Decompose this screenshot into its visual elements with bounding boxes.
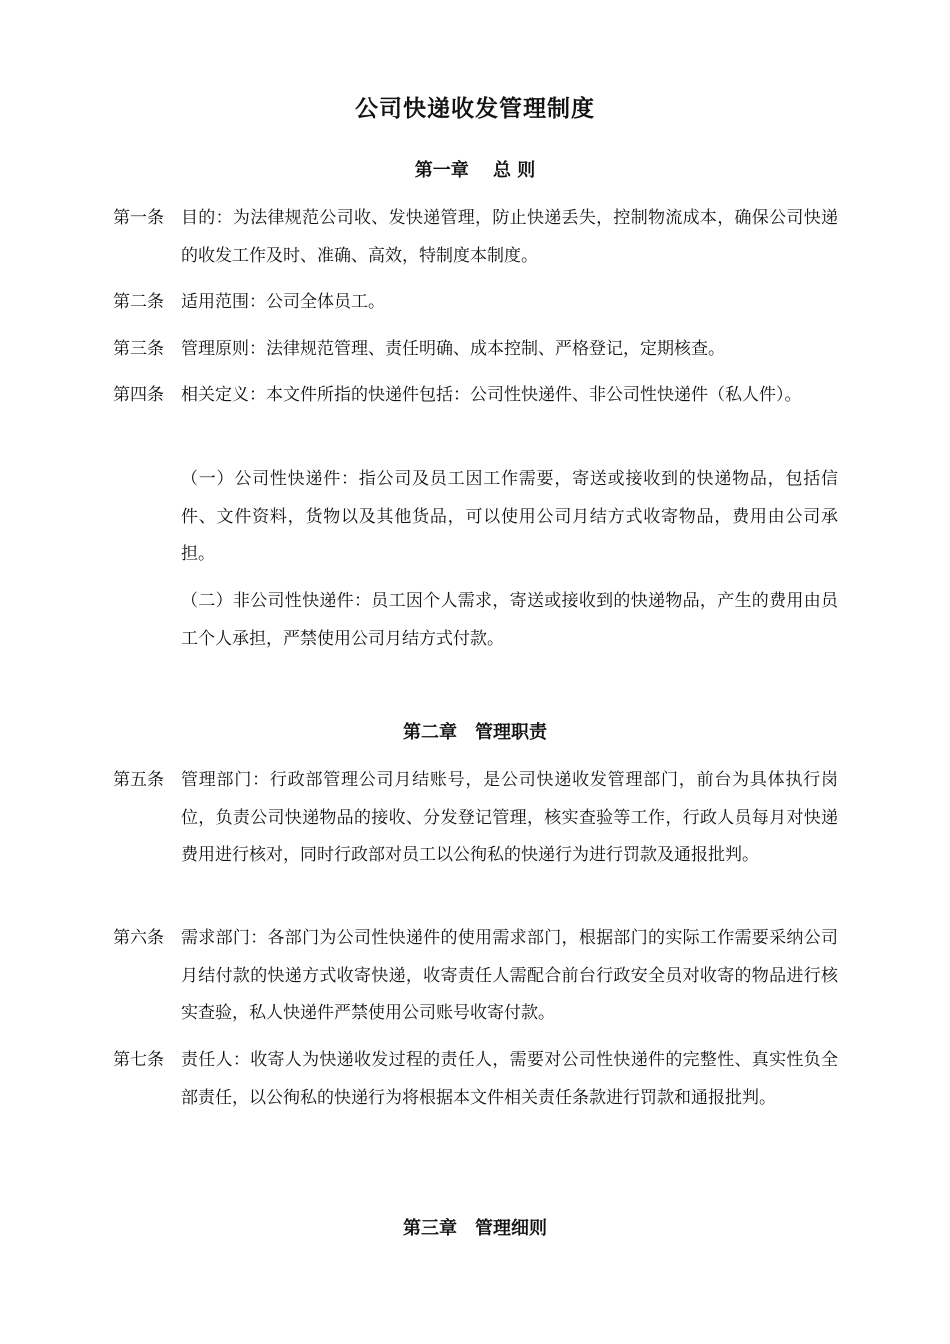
chapter-heading-1: 第一章 总 则 bbox=[414, 160, 536, 181]
article-text: 相关定义：本文件所指的快递件包括：公司性快递件、非公司性快递件（私人件）。 bbox=[181, 385, 802, 405]
article-5 bbox=[113, 762, 838, 875]
article-text: 适用范围：公司全体员工。 bbox=[181, 292, 385, 312]
article-number: 第一条 bbox=[113, 208, 164, 228]
article-text: 管理部门：行政部管理公司月结账号，是公司快递收发管理部门，前台为具体执行岗位，负责公司快递物品的接收、分发登记管理，核实查验等工作，行政人员每月对快递费用进行核对，同时行政部对员工以公徇私的快递行为进行罚款及通报批判。 bbox=[181, 770, 838, 865]
article-text: 管理原则：法律规范管理、责任明确、成本控制、严格登记，定期核查。 bbox=[181, 339, 725, 359]
article-number: 第二条 bbox=[113, 292, 164, 312]
article-number: 第四条 bbox=[113, 385, 164, 405]
article-4-item-1: （一）公司性快递件：指公司及员工因工作需要，寄送或接收到的快递物品，包括信件、文件资料，货物以及其他货品，可以使用公司月结方式收寄物品，费用由公司承担。 bbox=[181, 469, 838, 564]
article-1 bbox=[113, 200, 838, 275]
article-7 bbox=[113, 1042, 838, 1117]
article-3 bbox=[113, 331, 838, 369]
article-number: 第五条 bbox=[113, 770, 164, 790]
article-number: 第六条 bbox=[113, 928, 164, 948]
article-number: 第三条 bbox=[113, 339, 164, 359]
article-2 bbox=[113, 284, 838, 322]
chapter-heading-3: 第三章 管理细则 bbox=[403, 1218, 547, 1239]
article-number: 第七条 bbox=[113, 1050, 164, 1070]
article-4-item-2: （二）非公司性快递件：员工因个人需求，寄送或接收到的快递物品，产生的费用由员工个人承担，严禁使用公司月结方式付款。 bbox=[181, 591, 838, 649]
document-title: 公司快递收发管理制度 bbox=[355, 96, 595, 122]
article-text: 目的：为法律规范公司收、发快递管理，防止快递丢失，控制物流成本，确保公司快递的收发工作及时、准确、高效，特制度本制度。 bbox=[181, 208, 838, 266]
article-4 bbox=[113, 377, 838, 415]
chapter-heading-2: 第二章 管理职责 bbox=[403, 722, 547, 743]
article-text: 责任人：收寄人为快递收发过程的责任人，需要对公司性快递件的完整性、真实性负全部责任，以公徇私的快递行为将根据本文件相关责任条款进行罚款和通报批判。 bbox=[181, 1050, 838, 1108]
article-text: 需求部门：各部门为公司性快递件的使用需求部门，根据部门的实际工作需要采纳公司月结付款的快递方式收寄快递，收寄责任人需配合前台行政安全员对收寄的物品进行核实查验，私人快递件严禁使用公司账号收寄付款。 bbox=[181, 928, 838, 1023]
article-6 bbox=[113, 920, 838, 1033]
